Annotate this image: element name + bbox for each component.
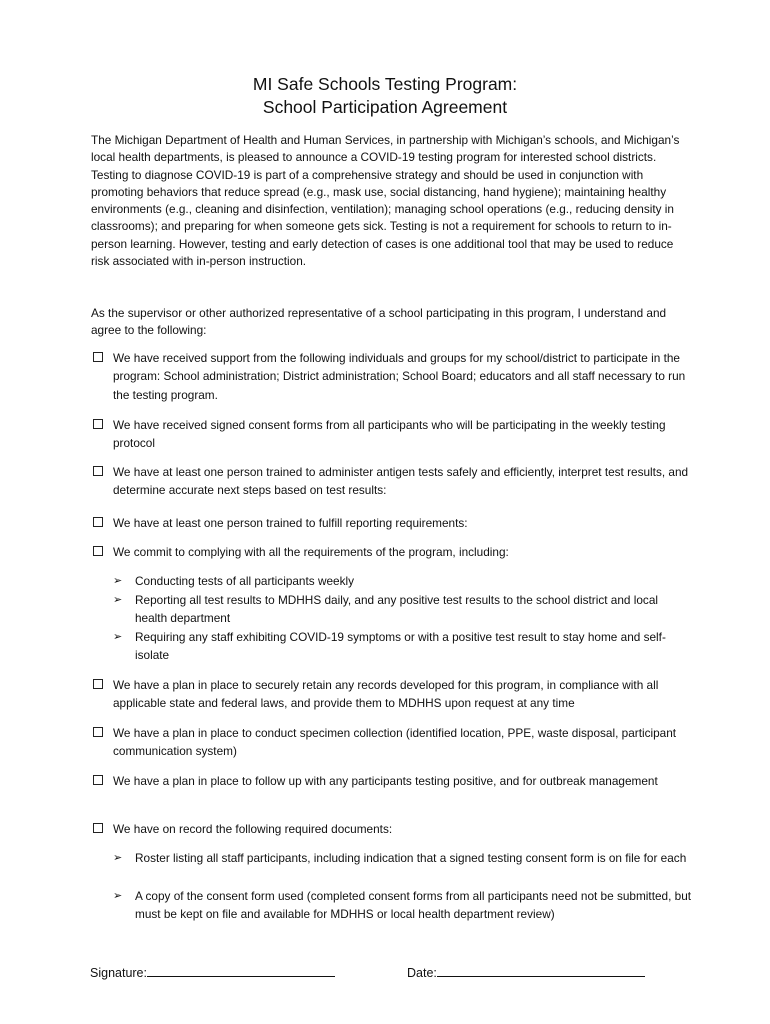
- checkbox-icon[interactable]: [93, 466, 103, 476]
- signature-label: Signature:: [90, 966, 147, 980]
- checkbox-icon[interactable]: [93, 352, 103, 362]
- list-item: We have at least one person trained to administer antigen tests safely and efficiently, interpret test results, and determine accurate next steps based on test results:: [91, 463, 691, 500]
- sub-list-item: ➢ Requiring any staff exhibiting COVID-19 symptoms or with a positive test result to stay home and self-isolate: [113, 630, 666, 663]
- signature-line[interactable]: [147, 963, 335, 977]
- sub-list-item: ➢ Conducting tests of all participants weekly: [113, 572, 693, 590]
- list-item: We have received signed consent forms from all participants who will be participating in the weekly testing protocol: [91, 416, 691, 453]
- signature-field[interactable]: [90, 963, 335, 982]
- checkbox-icon[interactable]: [93, 727, 103, 737]
- intro-paragraph: The Michigan Department of Health and Human Services, in partnership with Michigan’s schools, and Michigan’s local health departments, is pleased to announce a COVID-19 testing program for interested school districts. Testing to diagnose COVID-19 is part of a comprehensive strategy and should be used in conjunction with promoting behaviors that reduce spread (e.g., mask use, social distancing, hand hygiene); maintaining healthy environments (e.g., cleaning and disinfection, ventilation); managing school operations (e.g., reducing density in classrooms); and preparing for when someone gets sick. Testing is not a requirement for schools to return to in-person learning. However, testing and early detection of cases is one additional tool that may be used to reduce risk associated with in-person instruction.: [91, 133, 680, 269]
- list-item: We have at least one person trained to fulfill reporting requirements:: [91, 514, 691, 532]
- list-item: We have a plan in place to follow up with any participants testing positive, and for outbreak management: [91, 772, 691, 790]
- sub-list-item: ➢ A copy of the consent form used (completed consent forms from all participants need not be submitted, but must be kept on file and available for MDHHS or local health department review): [113, 889, 692, 922]
- list-item: We have on record the following required documents:: [91, 820, 691, 838]
- arrow-bullet-icon: ➢: [113, 631, 123, 643]
- list-item: We have a plan in place to conduct specimen collection (identified location, PPE, waste disposal, participant communication system): [91, 724, 691, 761]
- list-item: We have received support from the following individuals and groups for my school/district to participate in the program: School administration; District administration; School Board; educators and all staff necessary to run the testing program.: [91, 349, 691, 404]
- arrow-bullet-icon: ➢: [113, 852, 123, 864]
- list-item: We have a plan in place to securely retain any records developed for this program, in compliance with all applicable state and federal laws, and provide them to MDHHS upon request at any time: [91, 676, 691, 713]
- arrow-bullet-icon: ➢: [113, 890, 123, 902]
- checkbox-icon[interactable]: [93, 546, 103, 556]
- date-line[interactable]: [437, 963, 645, 977]
- date-field[interactable]: [407, 963, 645, 982]
- checkbox-icon[interactable]: [93, 419, 103, 429]
- date-label: Date:: [407, 966, 437, 980]
- checkbox-icon[interactable]: [93, 679, 103, 689]
- arrow-bullet-icon: ➢: [113, 594, 123, 606]
- checkbox-icon[interactable]: [93, 517, 103, 527]
- page-title: MI Safe Schools Testing Program:: [252, 74, 518, 94]
- arrow-bullet-icon: ➢: [113, 575, 123, 587]
- checkbox-icon[interactable]: [93, 823, 103, 833]
- agreement-lead: As the supervisor or other authorized representative of a school participating in this program, I understand and agree to the following:: [91, 306, 667, 338]
- sub-list-item: ➢ Reporting all test results to MDHHS daily, and any positive test results to the school district and local health department: [113, 593, 659, 626]
- list-item: We commit to complying with all the requirements of the program, including:: [91, 543, 691, 561]
- page-subtitle: School Participation Agreement: [262, 97, 508, 117]
- sub-list-item: ➢ Roster listing all staff participants, including indication that a signed testing consent form is on file for each: [113, 849, 693, 867]
- checkbox-icon[interactable]: [93, 775, 103, 785]
